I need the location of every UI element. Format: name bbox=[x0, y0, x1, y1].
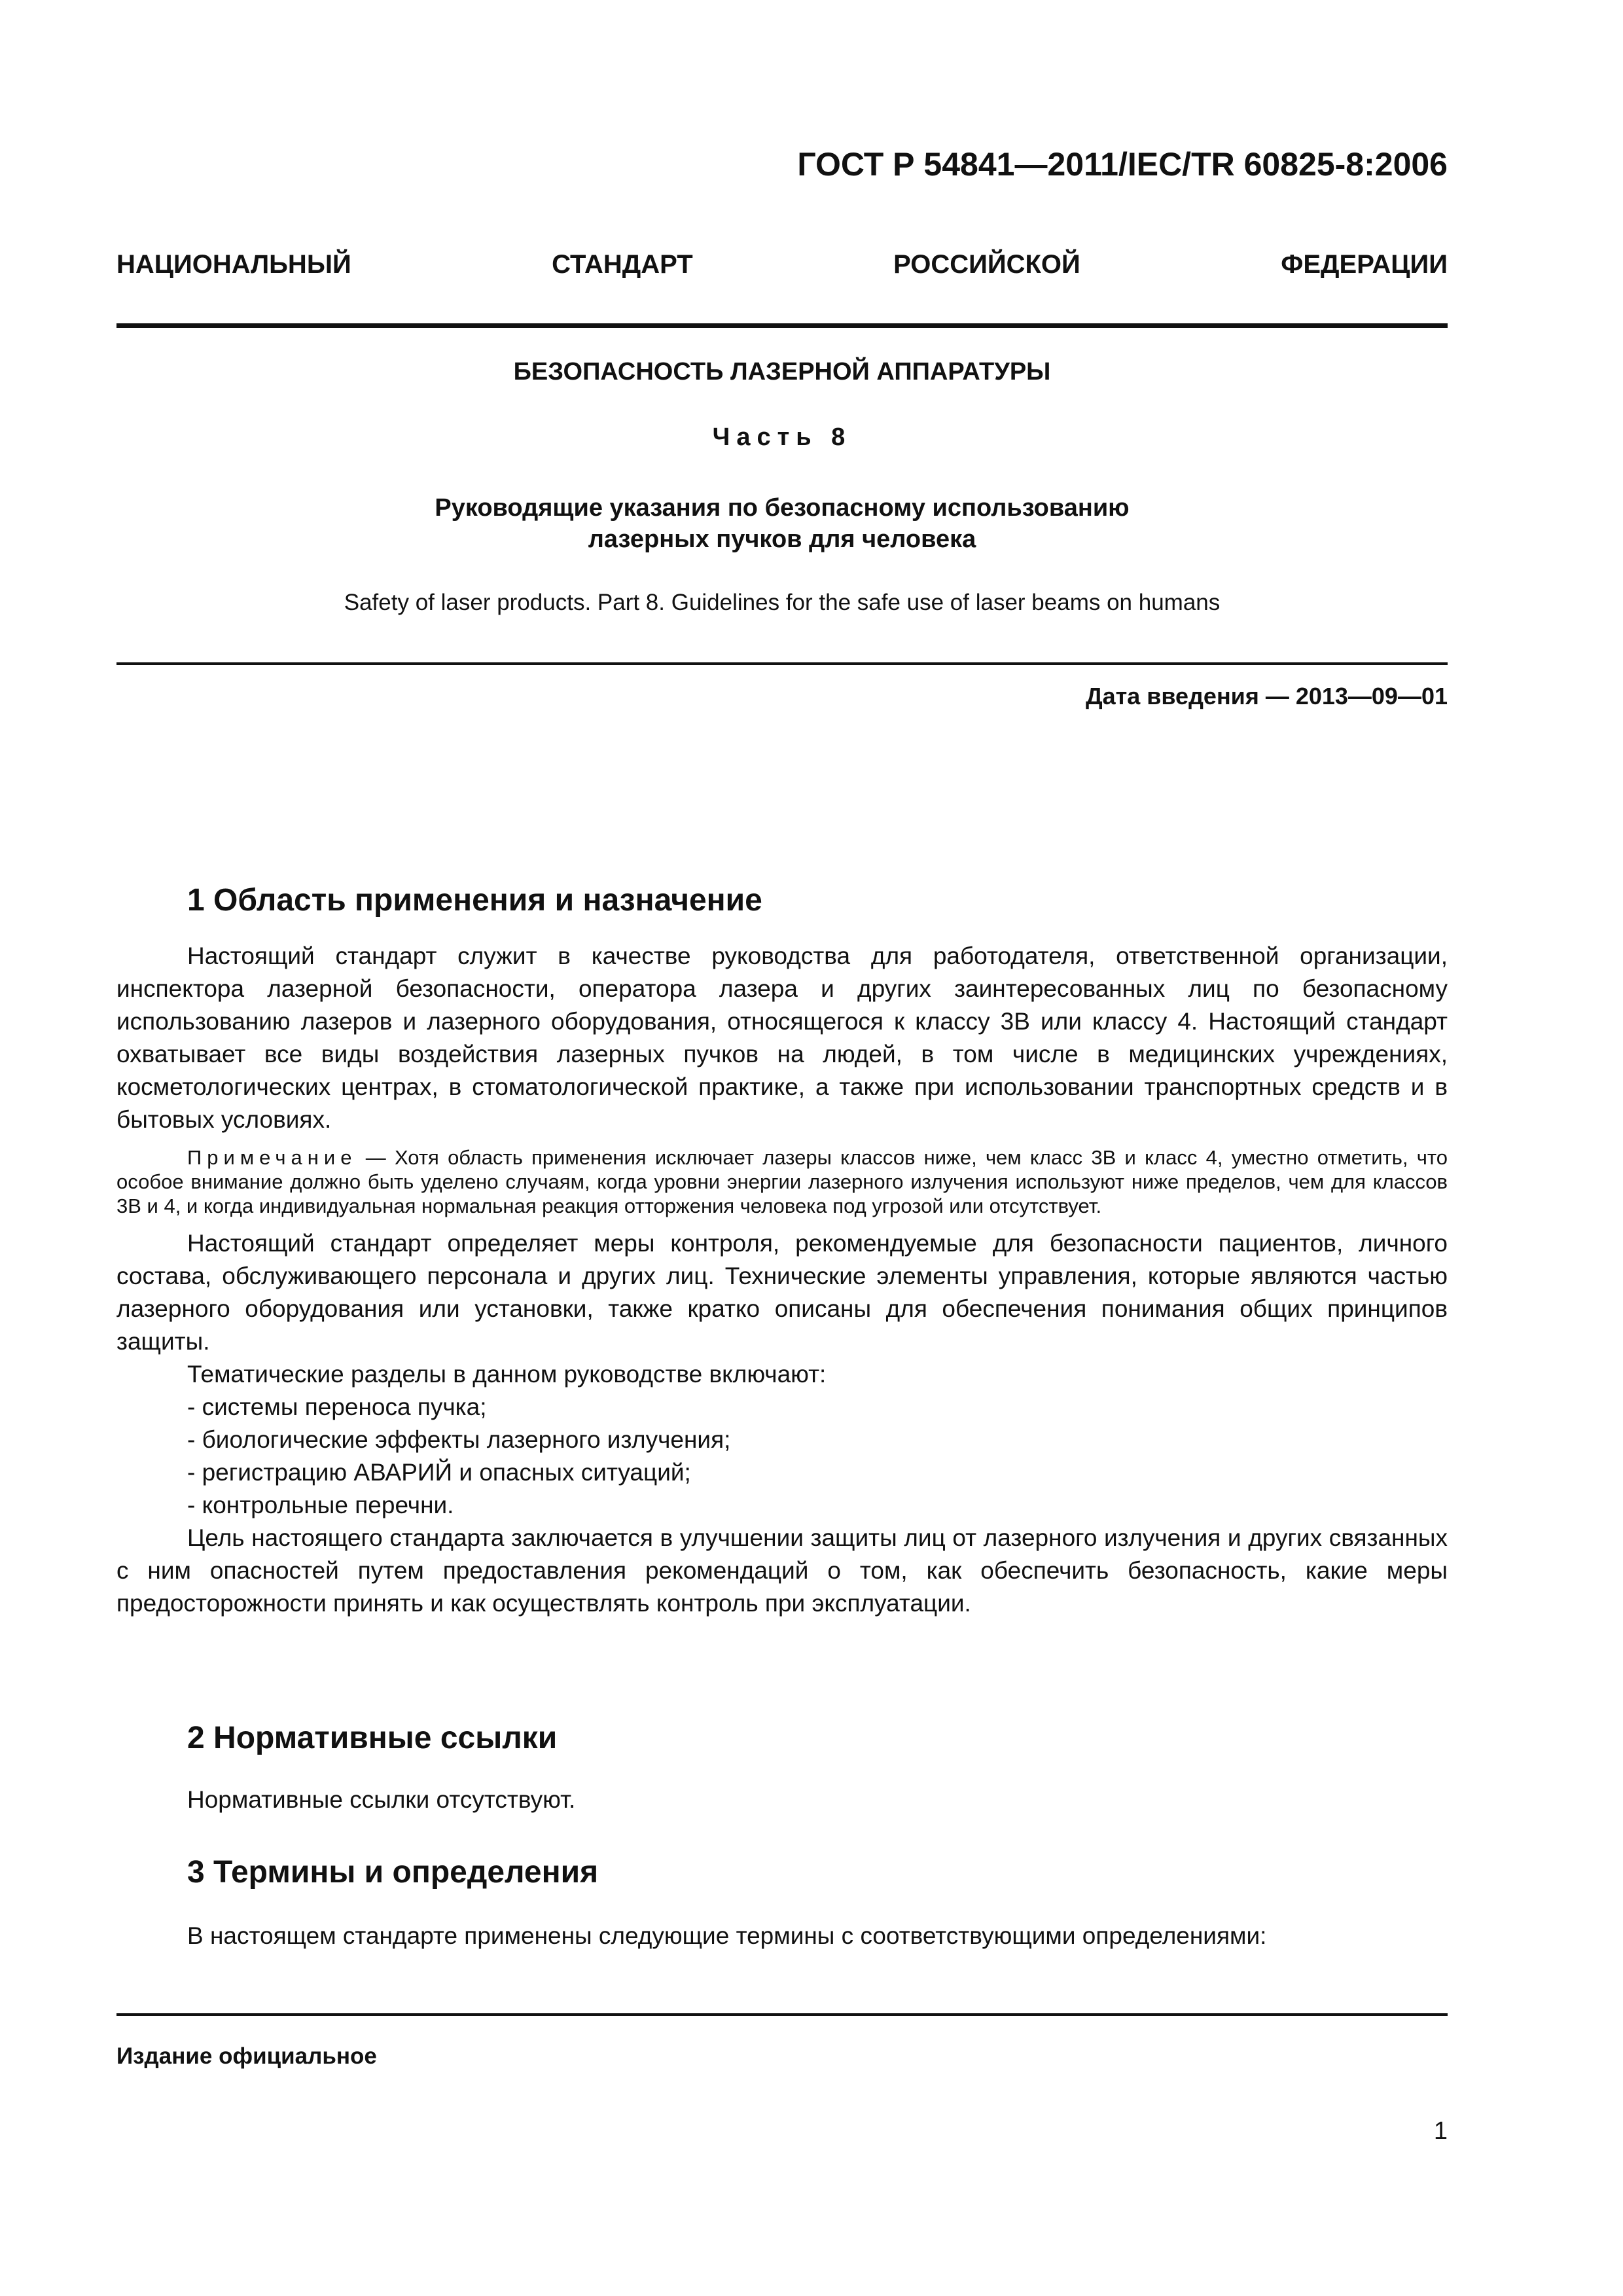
title-divider bbox=[116, 662, 1448, 665]
list-item: - контрольные перечни. bbox=[187, 1492, 454, 1518]
paragraph: Настоящий стандарт определяет меры контроля, рекомендуемые для безопасности пациентов, личного состава, обслуживающего персонала и других лиц. Технические элементы управления, которые являются частью лазерного оборудования или установки, также кратко описаны для обеспечения понимания общих принципов защиты. bbox=[116, 1230, 1448, 1355]
english-title: Safety of laser products. Part 8. Guidelines for the safe use of laser beams on humans bbox=[344, 590, 1221, 615]
paragraph: Настоящий стандарт служит в качестве руководства для работодателя, ответственной организации, инспектора лазерной безопасности, оператора лазера и других заинтересованных лиц по безопасному использованию лазеров и лазерного оборудования, относящегося к классу 3В или классу 4. Настоящий стандарт охватывает все виды воздействия лазерных пучков на людей, в том числе в медицинских учреждениях, косметологических центрах, в стоматологической практике, а также при использовании транспортных средств и в бытовых условиях. bbox=[116, 942, 1448, 1133]
paragraph: Цель настоящего стандарта заключается в улучшении защиты лиц от лазерного излучения и других связанных с ним опасностей путем предоставления рекомендаций о том, как обеспечить безопасность, какие меры предосторожности принять и как осуществлять контроль при эксплуатации. bbox=[116, 1524, 1448, 1617]
list-item: - системы переноса пучка; bbox=[187, 1393, 487, 1420]
subtitle-line: лазерных пучков для человека bbox=[588, 526, 976, 553]
banner-word: РОССИЙСКОЙ bbox=[893, 250, 1080, 279]
subtitle-line: Руководящие указания по безопасному использованию bbox=[435, 494, 1130, 522]
note-paragraph bbox=[116, 1145, 1448, 1218]
edition-label: Издание официальное bbox=[116, 2043, 377, 2069]
list-item: - биологические эффекты лазерного излучения; bbox=[187, 1426, 731, 1453]
banner-word: СТАНДАРТ bbox=[552, 250, 693, 279]
part-label: Часть 8 bbox=[712, 423, 852, 451]
section-scope-body bbox=[116, 940, 1448, 1620]
introduction-date: Дата введения — 2013—09—01 bbox=[1085, 683, 1448, 709]
page-number: 1 bbox=[1433, 2117, 1448, 2145]
national-standard-banner bbox=[116, 250, 1448, 279]
footer-divider bbox=[116, 2013, 1448, 2016]
document-title: БЕЗОПАСНОСТЬ ЛАЗЕРНОЙ АППАРАТУРЫ bbox=[513, 358, 1051, 386]
document-subtitle bbox=[116, 492, 1448, 555]
section-heading-references: 2 Нормативные ссылки bbox=[187, 1721, 558, 1755]
paragraph: Нормативные ссылки отсутствуют. bbox=[187, 1786, 576, 1813]
banner-word: НАЦИОНАЛЬНЫЙ bbox=[116, 250, 351, 279]
paragraph: В настоящем стандарте применены следующие термины с соответствующими определениями: bbox=[187, 1922, 1267, 1949]
topic-list bbox=[116, 1391, 1448, 1522]
section-heading-terms: 3 Термины и определения bbox=[187, 1855, 599, 1890]
paragraph: Тематические разделы в данном руководстве включают: bbox=[187, 1361, 827, 1388]
section-heading-scope: 1 Область применения и назначение bbox=[187, 883, 762, 918]
document-number: ГОСТ Р 54841—2011/IEC/TR 60825-8:2006 bbox=[797, 146, 1448, 183]
list-item: - регистрацию АВАРИЙ и опасных ситуаций; bbox=[187, 1459, 691, 1486]
note-label: Примечание bbox=[187, 1146, 357, 1169]
banner-word: ФЕДЕРАЦИИ bbox=[1281, 250, 1448, 279]
section-terms-body bbox=[116, 1920, 1448, 1952]
note-text: — Хотя область применения исключает лазеры классов ниже, чем класс 3В и класс 4, уместно отметить, что особое внимание должно быть уделено случаям, когда уровни энергии лазерного излучения используют ниже пределов, чем для классов 3В и 4, и когда индивидуальная нормальная реакция отторжения человека под угрозой или отсутствует. bbox=[116, 1146, 1448, 1217]
section-references-body bbox=[116, 1784, 1448, 1816]
header-divider bbox=[116, 323, 1448, 328]
